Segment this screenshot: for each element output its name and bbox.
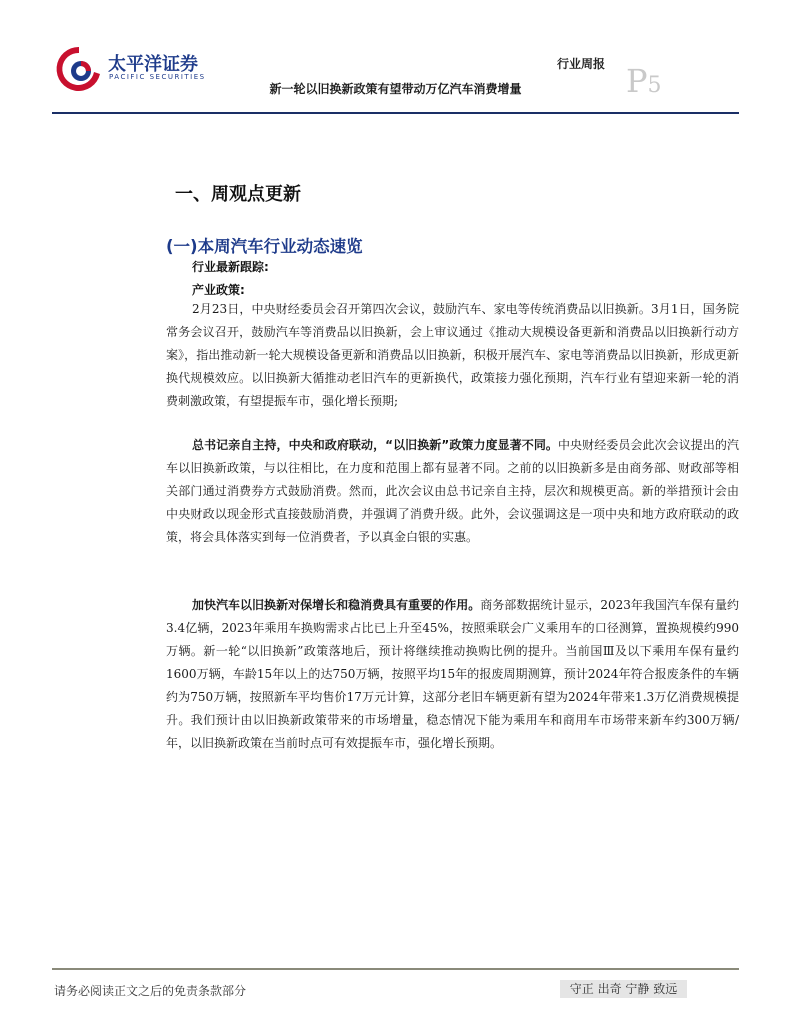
report-title: 新一轮以旧换新政策有望带动万亿汽车消费增量: [269, 82, 522, 96]
report-type: 行业周报: [557, 57, 606, 71]
paragraph-policy-overview: 2月23日，中央财经委员会召开第四次会议，鼓励汽车、家电等传统消费品以旧换新。3月1日，国务院常务会议召开，鼓励汽车等消费品以旧换新，会上审议通过《推动大规模设备更新和消费品以旧换新行动方案》，指出推动新一轮大规模设备更新和消费品以旧换新，积极开展汽车、家电等消费品以旧换新，形成更新换代规模效应。以旧换新大循推动老旧汽车的更新换代，政策接力强化预期，汽车行业有望迎来新一轮的消费刺激政策，有望提振车市，强化增长预期;: [166, 302, 739, 408]
policy-heading: 产业政策:: [192, 283, 245, 297]
logo-english-text: PACIFIC SECURITIES: [109, 73, 206, 81]
header-divider: [52, 112, 739, 114]
paragraph-growth-impact-lead: 加快汽车以旧换新对保增长和稳消费具有重要的作用。: [192, 598, 481, 612]
tracking-heading: 行业最新跟踪:: [192, 260, 269, 274]
paragraph-growth-impact: [166, 594, 739, 755]
disclaimer-text: 请务必阅读正文之后的免责条款部分: [54, 984, 247, 998]
logo-chinese-text: 太平洋证券: [108, 54, 198, 75]
company-motto: 守正 出奇 宁静 致远: [560, 980, 687, 998]
paragraph-policy-strength: [166, 434, 739, 549]
section-heading: 一、周观点更新: [175, 184, 301, 205]
footer-divider: [52, 968, 739, 970]
subsection-heading: (一)本周汽车行业动态速览: [166, 237, 363, 256]
paragraph-policy-strength-lead: 总书记亲自主持，中央和政府联动，“以旧换新”政策力度显著不同。: [192, 438, 558, 452]
page-prefix: P: [626, 62, 648, 100]
page-number-value: 5: [647, 73, 662, 98]
paragraph-policy-strength-body: 中央财经委员会此次会议提出的汽车以旧换新政策，与以往相比，在力度和范围上都有显著不同。之前的以旧换新多是由商务部、财政部等相关部门通过消费券方式鼓励消费。然而，此次会议由总书记亲自主持，层次和规模更高。新的举措预计会由中央财政以现金形式直接鼓励消费，并强调了消费升级。此外，会议强调这是一项中央和地方政府联动的政策，将会具体落实到每一位消费者，予以真金白银的实惠。: [166, 438, 739, 544]
paragraph-growth-impact-body: 商务部数据统计显示，2023年我国汽车保有量约3.4亿辆，2023年乘用车换购需求占比已上升至45%，按照乘联会广义乘用车的口径测算，置换规模约990万辆。新一轮“以旧换新”政策落地后，预计将继续推动换购比例的提升。当前国Ⅲ及以下乘用车保有量约1600万辆，车龄15年以上的达750万辆，按照平均15年的报废周期测算，预计2024年符合报废条件的车辆约为750万辆，按照新车平均售价17万元计算，这部分老旧车辆更新有望为2024年带来1.3万亿消费规模提升。我们预计由以旧换新政策带来的市场增量，稳态情况下能为乘用车和商用车市场带来新车约300万辆/年，以旧换新政策在当前时点可有效提振车市，强化增长预期。: [166, 598, 739, 750]
